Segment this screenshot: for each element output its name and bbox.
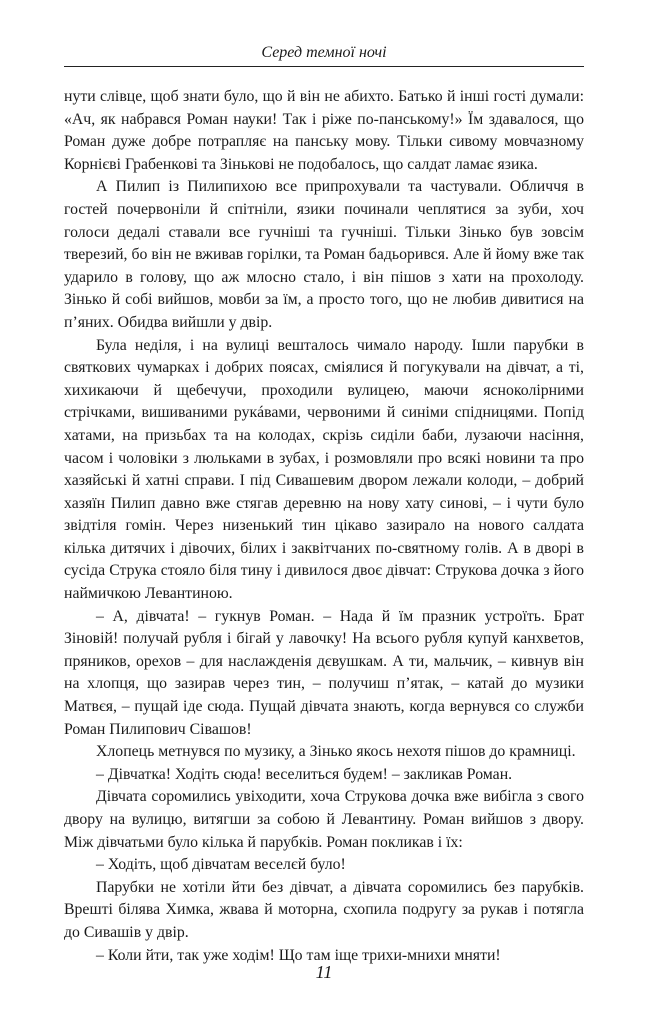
paragraph: А Пилип із Пилипихою все припрохували та частували. Обличчя в гостей почервоніли й спітніли, язики починали чеплятися за зуби, хоч голоси дедалі ставали все гучніші та гучніші. Тільки Зінько був зовсім тверезий, бо він не вживав горілки, та Роман бадьорився. Але й йому вже так ударило в голову, що аж млосно стало, і він пішов з хати на прохолоду. Зінько й собі вийшов, мовби за їм, а просто того, що не любив дивитися на п’яних. Обидва вийшли у двір. (64, 178, 584, 331)
header-rule (64, 66, 584, 67)
page-number: 11 (315, 962, 333, 982)
paragraph: – Ходіть, щоб дівчатам веселєй було! (96, 856, 346, 874)
paragraph: Дівчата соромились увіходити, хоча Струкова дочка вже вибігла з свого двору на вулицю, витягши за собою й Левантину. Роман вийшов з двору. Між дівчатьми було кілька й парубків. Роман покликав і їх: (64, 788, 584, 851)
running-title: Серед темної ночі (261, 44, 387, 61)
paragraph: Хлопець метнувся по музику, а Зінько якось нехотя пішов до крамниці. (96, 743, 576, 761)
text-body (64, 86, 584, 967)
paragraph: – Коли йти, так уже ходім! Що там іще трихи-мнихи мняти! (96, 946, 501, 964)
paragraph: – Дівчатка! Ходіть сюда! веселиться будем! – закликав Роман. (96, 765, 513, 783)
paragraph: – А, дівчата! – гукнув Роман. – Нада й їм празник устроїть. Брат Зіновій! получай рубля і бігай у лавочку! На всього рубля купуй канхветов, пряников, орехов – для наслажденія дєвушкам. А ти, мальчик, – кивнув він на хлопця, що зазирав через тин, – получиш п’ятак, – катай до музики Матвєя, – пущай іде сюда. Пущай дівчата знають, когда вернувся со служби Роман Пилипович Сівашов! (64, 607, 584, 738)
paragraph: Була неділя, і на вулиці вешталось чимало народу. Ішли парубки в святкових чумарках і добрих поясах, сміялися й погукували на дівчат, а ті, хихикаючи й щебечучи, проходили вулицею, маючи ясноколірними стрічками, вишиваними рукáвами, червоними й синіми спідницями. Попід хатами, на призьбах та на колодах, скрізь сиділи баби, лузаючи насіння, часом і чоловіки з люльками в зубах, і розмовляли про всякі новини та про хазяйські й хатні справи. І під Сивашевим двором лежали колоди, – добрий хазяїн Пилип давно вже стягав деревню на нову хату синові, – і чути було звідтіля гомін. Через низенький тин цікаво зазирало на нового салдата кілька дитячих і дівочих, білих і заквітчаних по-святному голів. А в дворі в сусіда Струка стояло біля тину і дивилося двоє дівчат: Струкова дочка з його наймичкою Левантиною. (64, 336, 584, 603)
paragraph: нути слівце, щоб знати було, що й він не абихто. Батько й інші гості думали: «Ач, як набрався Роман науки! Так і ріже по-панському!» Їм здавалося, що Роман дуже добре потрапляє на панську мову. Тільки сивому мовчазному Корнієві Грабенкові та Зінькові не подобалось, що салдат ламає язика. (64, 88, 584, 173)
paragraph: Парубки не хотіли йти без дівчат, а дівчата соромились без парубків. Врешті білява Химка, жвава й моторна, схопила подругу за рукав і потягла до Сивашів у двір. (64, 878, 584, 941)
